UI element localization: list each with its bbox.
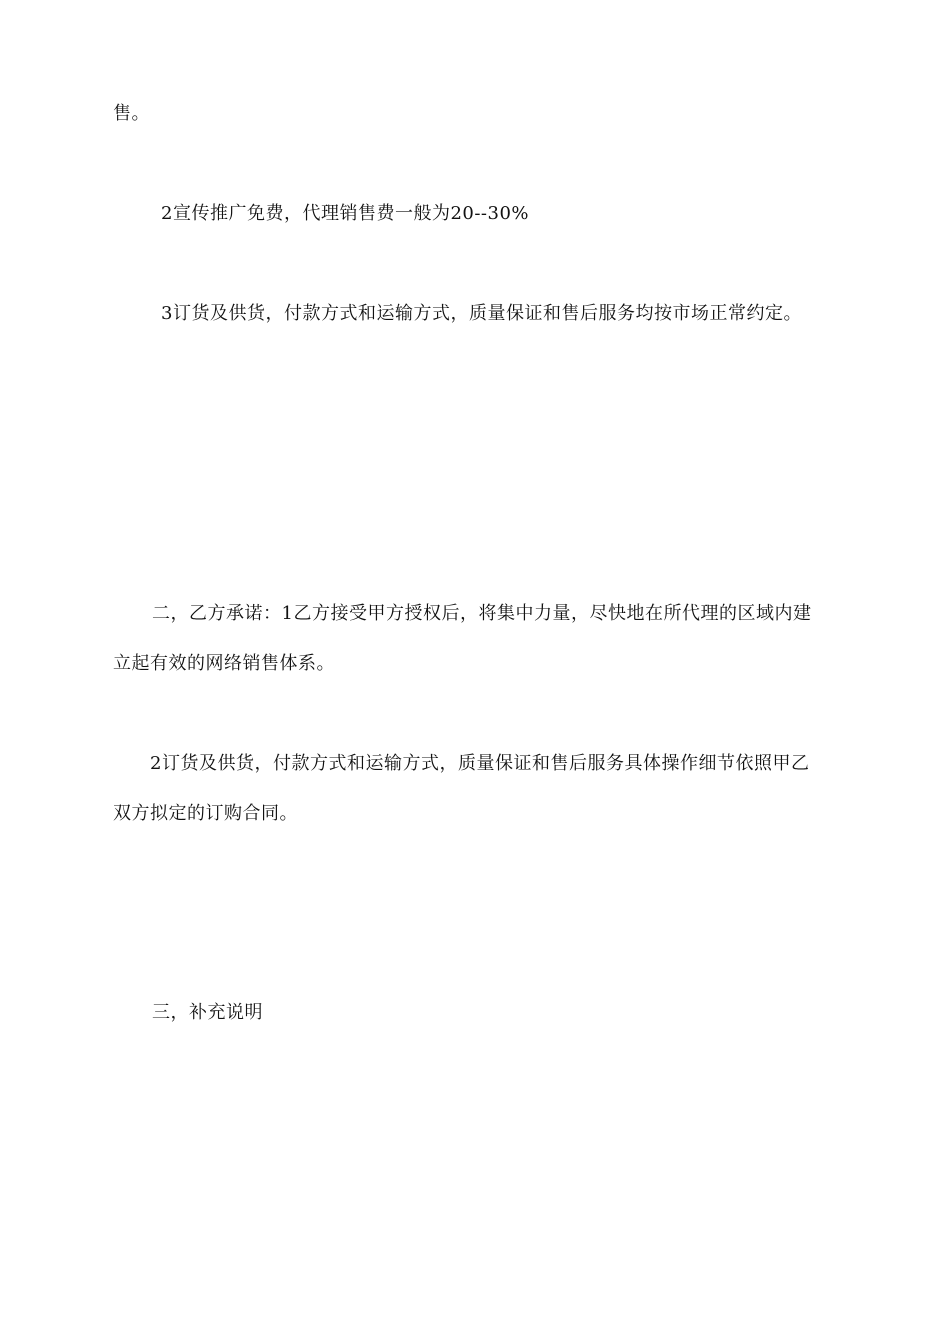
section-2-continuation-line: 立起有效的网络销售体系。 xyxy=(113,653,335,674)
section-2-item-2-continuation: 双方拟定的订购合同。 xyxy=(113,803,298,824)
section-2-item-2-line: 2订货及供货，付款方式和运输方式，质量保证和售后服务具体操作细节依照甲乙 xyxy=(150,753,810,774)
section-2-heading-line: 二，乙方承诺：1乙方接受甲方授权后，将集中力量，尽快地在所代理的区域内建 xyxy=(152,603,812,624)
text-line-item-3-ordering: 3订货及供货，付款方式和运输方式，质量保证和售后服务均按市场正常约定。 xyxy=(161,303,802,324)
text-line-continuation: 售。 xyxy=(113,103,150,124)
text-line-item-2-promotion: 2宣传推广免费，代理销售费一般为20--30% xyxy=(161,203,530,224)
section-3-heading: 三，补充说明 xyxy=(152,1002,263,1023)
